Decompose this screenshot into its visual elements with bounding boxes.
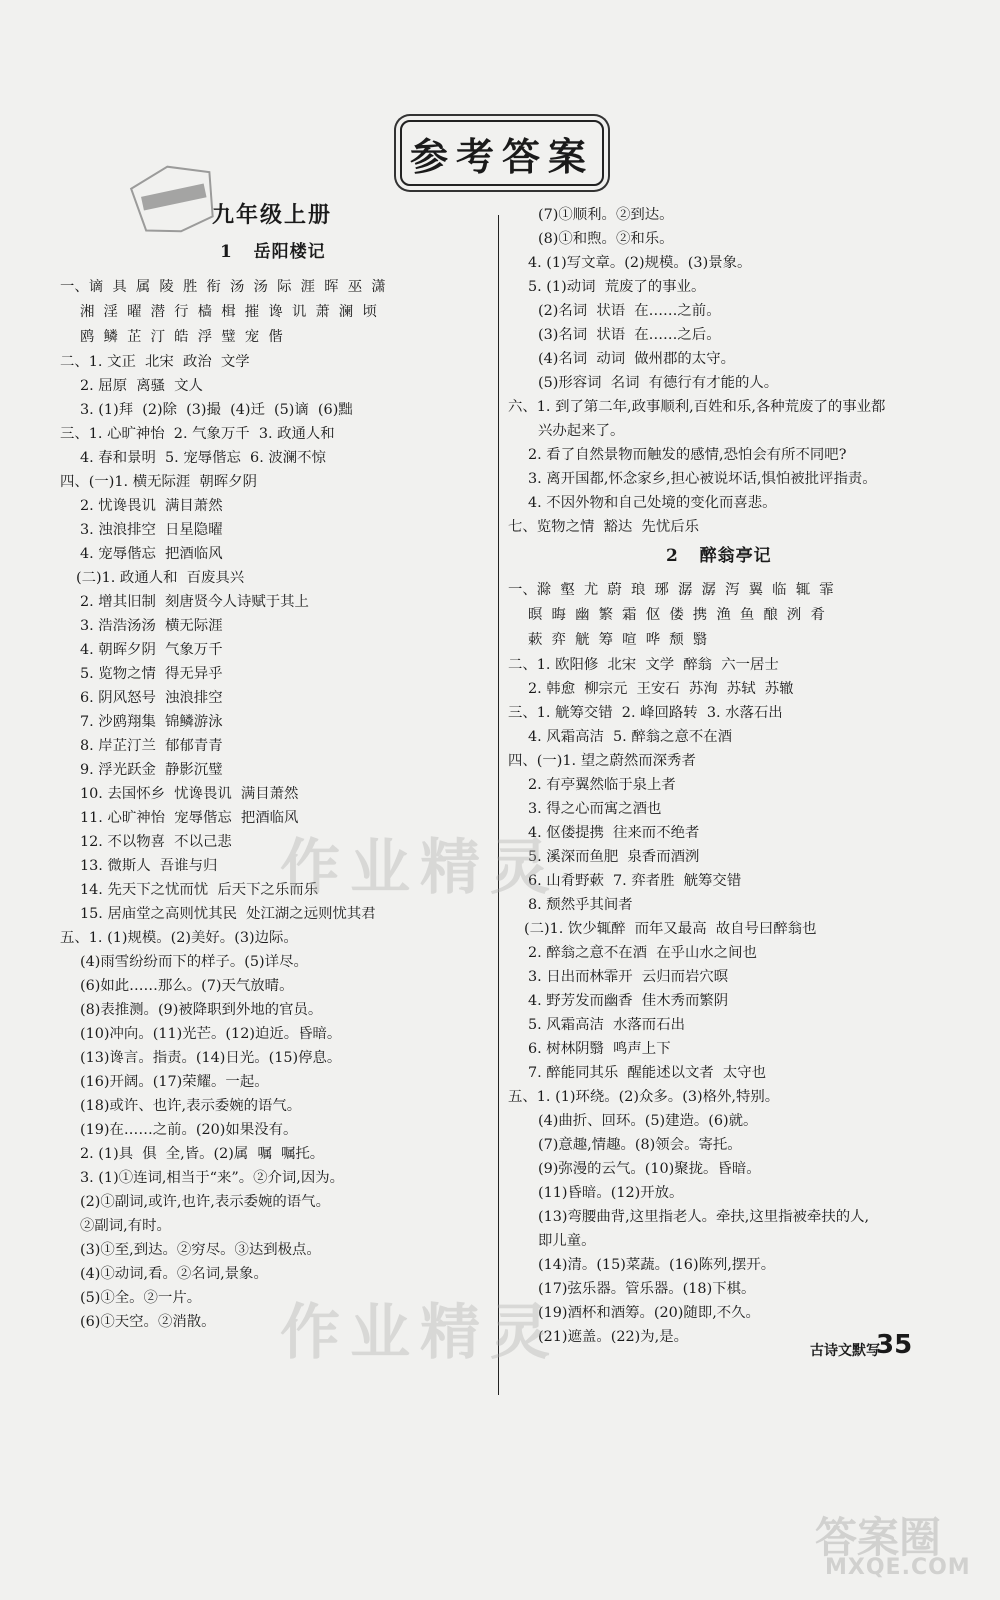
answer-line: 四、(一)1. 望之蔚然而深秀者 bbox=[508, 753, 696, 769]
answer-line: (3)①至,到达。②穷尽。③达到极点。 bbox=[80, 1242, 321, 1258]
answer-line: 4. 春和景明 5. 宠辱偕忘 6. 波澜不惊 bbox=[80, 450, 326, 466]
answer-line: 六、1. 到了第二年,政事顺利,百姓和乐,各种荒废了的事业都 bbox=[508, 399, 886, 415]
answer-line: 一、滁 壑 尤 蔚 琅 琊 潺 潺 泻 翼 临 辄 霏 bbox=[508, 582, 834, 598]
answer-line: 3. 得之心而寓之酒也 bbox=[528, 801, 662, 817]
answer-line: 暝 晦 幽 繁 霜 伛 偻 携 渔 鱼 酿 洌 肴 bbox=[528, 607, 825, 623]
answer-line: (4)曲折、回环。(5)建造。(6)就。 bbox=[538, 1113, 758, 1129]
answer-line: 6. 树林阴翳 鸣声上下 bbox=[528, 1041, 671, 1057]
answer-line: (6)①天空。②消散。 bbox=[80, 1314, 216, 1330]
answer-line: 11. 心旷神怡 宠辱偕忘 把酒临风 bbox=[80, 810, 299, 826]
answer-line: (19)酒杯和酒筹。(20)随即,不久。 bbox=[538, 1305, 760, 1321]
answer-line: (7)意趣,情趣。(8)领会。寄托。 bbox=[538, 1137, 742, 1153]
answer-line: (8)①和煦。②和乐。 bbox=[538, 231, 674, 247]
answer-line: 2. 有亭翼然临于泉上者 bbox=[528, 777, 676, 793]
answer-line: 4. 野芳发而幽香 佳木秀而繁阴 bbox=[528, 993, 729, 1009]
footer-section-label: 古诗文默写 bbox=[810, 1343, 880, 1359]
answer-line: 三、1. 觥筹交错 2. 峰回路转 3. 水落石出 bbox=[508, 705, 783, 721]
answer-line: (二)1. 政通人和 百废具兴 bbox=[76, 570, 245, 586]
brand-watermark bbox=[815, 1505, 975, 1595]
answer-line: 3. 日出而林霏开 云归而岩穴暝 bbox=[528, 969, 729, 985]
column-divider bbox=[498, 215, 499, 1395]
answer-line: (11)昏暗。(12)开放。 bbox=[538, 1185, 684, 1201]
answer-line: 七、览物之情 豁达 先忧后乐 bbox=[508, 519, 699, 535]
answer-line: 3. (1)拜 (2)除 (3)撮 (4)迁 (5)谪 (6)黜 bbox=[80, 402, 353, 418]
answer-line: 8. 颓然乎其间者 bbox=[528, 897, 633, 913]
answer-line: (6)如此……那么。(7)天气放晴。 bbox=[80, 978, 294, 994]
brand-url: MXQE.COM bbox=[825, 1555, 971, 1580]
answer-line: 2. 忧谗畏讥 满目萧然 bbox=[80, 498, 223, 514]
answer-line: 3. 浊浪排空 日星隐曜 bbox=[80, 522, 223, 538]
answer-line: 13. 微斯人 吾谁与归 bbox=[80, 858, 218, 874]
answer-line: (14)清。(15)菜蔬。(16)陈列,摆开。 bbox=[538, 1257, 776, 1273]
answer-line: 6. 阴风怒号 浊浪排空 bbox=[80, 690, 223, 706]
answer-line: 15. 居庙堂之高则忧其民 处江湖之远则忧其君 bbox=[80, 906, 376, 922]
answer-line: (13)谗言。指责。(14)日光。(15)停息。 bbox=[80, 1050, 342, 1066]
answer-line: (二)1. 饮少辄醉 而年又最高 故自号曰醉翁也 bbox=[524, 921, 817, 937]
answer-line: 2. 韩愈 柳宗元 王安石 苏洵 苏轼 苏辙 bbox=[528, 681, 794, 697]
answer-line: (17)弦乐器。管乐器。(18)下棋。 bbox=[538, 1281, 756, 1297]
answer-line: 12. 不以物喜 不以己悲 bbox=[80, 834, 232, 850]
answer-line: 4. (1)写文章。(2)规模。(3)景象。 bbox=[528, 255, 752, 271]
answer-line: 8. 岸芷汀兰 郁郁青青 bbox=[80, 738, 223, 754]
answer-line: (7)①顺利。②到达。 bbox=[538, 207, 674, 223]
answer-line: 3. (1)①连词,相当于“来”。②介词,因为。 bbox=[80, 1170, 345, 1186]
answer-line: 3. 浩浩汤汤 横无际涯 bbox=[80, 618, 223, 634]
answer-line: 4. 不因外物和自己处境的变化而喜悲。 bbox=[528, 495, 777, 511]
answer-line: 蔌 弈 觥 筹 喧 哗 颓 翳 bbox=[528, 632, 708, 648]
answer-line: (4)名词 动词 做州郡的太守。 bbox=[538, 351, 735, 367]
answer-line: 四、(一)1. 横无际涯 朝晖夕阴 bbox=[60, 474, 257, 490]
answer-line: (3)名词 状语 在……之后。 bbox=[538, 327, 721, 343]
answer-line: (2)①副词,或许,也许,表示委婉的语气。 bbox=[80, 1194, 330, 1210]
answer-line: 5. 溪深而鱼肥 泉香而酒洌 bbox=[528, 849, 700, 865]
answer-line: 湘 淫 曜 潜 行 樯 楫 摧 谗 讥 萧 澜 顷 bbox=[80, 304, 377, 320]
answer-line: 5. 览物之情 得无异乎 bbox=[80, 666, 223, 682]
lesson-heading: 2 醉翁亭记 bbox=[666, 546, 772, 566]
answer-line: 一、谪 具 属 陵 胜 衔 汤 汤 际 涯 晖 巫 潇 bbox=[60, 279, 386, 295]
answer-line: (10)冲向。(11)光芒。(12)迫近。昏暗。 bbox=[80, 1026, 342, 1042]
answer-line: 4. 伛偻提携 往来而不绝者 bbox=[528, 825, 700, 841]
answer-line: (5)①全。②一片。 bbox=[80, 1290, 202, 1306]
answer-line: (9)弥漫的云气。(10)聚拢。昏暗。 bbox=[538, 1161, 761, 1177]
lesson-heading: 1 岳阳楼记 bbox=[220, 242, 326, 262]
watermark-text: 作业精灵 bbox=[280, 833, 560, 903]
answer-line: 二、1. 文正 北宋 政治 文学 bbox=[60, 354, 250, 370]
answer-line: 兴办起来了。 bbox=[538, 423, 625, 439]
grade-heading: 九年级上册 bbox=[212, 202, 333, 228]
answer-line: (4)①动词,看。②名词,景象。 bbox=[80, 1266, 268, 1282]
answer-line: 三、1. 心旷神怡 2. 气象万千 3. 政通人和 bbox=[60, 426, 335, 442]
answer-line: 二、1. 欧阳修 北宋 文学 醉翁 六一居士 bbox=[508, 657, 779, 673]
stamp-logo bbox=[121, 151, 227, 244]
answer-line: 鸥 鳞 芷 汀 皓 浮 璧 宠 偕 bbox=[80, 329, 283, 345]
answer-line: 9. 浮光跃金 静影沉璧 bbox=[80, 762, 223, 778]
answer-line: 5. (1)动词 荒废了的事业。 bbox=[528, 279, 706, 295]
answer-line: (2)名词 状语 在……之前。 bbox=[538, 303, 721, 319]
answer-line: 7. 醉能同其乐 醒能述以文者 太守也 bbox=[528, 1065, 767, 1081]
page-title: 参考答案 bbox=[400, 120, 604, 186]
answer-line: 2. 醉翁之意不在酒 在乎山水之间也 bbox=[528, 945, 757, 961]
answer-line: (8)表推测。(9)被降职到外地的官员。 bbox=[80, 1002, 323, 1018]
answer-line: 2. (1)具 俱 全,皆。(2)属 嘱 嘱托。 bbox=[80, 1146, 325, 1162]
answer-line: ②副词,有时。 bbox=[80, 1218, 171, 1234]
answer-line: 3. 离开国都,怀念家乡,担心被说坏话,惧怕被批评指责。 bbox=[528, 471, 877, 487]
answer-line: 7. 沙鸥翔集 锦鳞游泳 bbox=[80, 714, 223, 730]
answer-line: 2. 屈原 离骚 文人 bbox=[80, 378, 203, 394]
answer-line: 五、1. (1)环绕。(2)众多。(3)格外,特别。 bbox=[508, 1089, 780, 1105]
page-number: 35 bbox=[876, 1330, 913, 1360]
answer-line: 10. 去国怀乡 忧谗畏讥 满目萧然 bbox=[80, 786, 299, 802]
answer-line: 4. 朝晖夕阴 气象万千 bbox=[80, 642, 223, 658]
answer-line: 2. 看了自然景物而触发的感情,恐怕会有所不同吧? bbox=[528, 447, 847, 463]
answer-line: 5. 风霜高洁 水落而石出 bbox=[528, 1017, 685, 1033]
answer-line: (13)弯腰曲背,这里指老人。牵扶,这里指被牵扶的人, bbox=[538, 1209, 870, 1225]
answer-line: 14. 先天下之忧而忧 后天下之乐而乐 bbox=[80, 882, 319, 898]
answer-line: (21)遮盖。(22)为,是。 bbox=[538, 1329, 688, 1345]
answer-line: (19)在……之前。(20)如果没有。 bbox=[80, 1122, 298, 1138]
answer-line: (16)开阔。(17)荣耀。一起。 bbox=[80, 1074, 269, 1090]
answer-line: 4. 风霜高洁 5. 醉翁之意不在酒 bbox=[528, 729, 733, 745]
brand-name: 答案圈 bbox=[815, 1513, 942, 1562]
answer-line: 6. 山肴野蔌 7. 弈者胜 觥筹交错 bbox=[528, 873, 742, 889]
answer-line: (5)形容词 名词 有德行有才能的人。 bbox=[538, 375, 779, 391]
answer-line: 2. 增其旧制 刻唐贤今人诗赋于其上 bbox=[80, 594, 309, 610]
watermark-text: 作业精灵 bbox=[280, 1298, 560, 1368]
answer-line: 即儿童。 bbox=[538, 1233, 596, 1249]
answer-line: (18)或许、也许,表示委婉的语气。 bbox=[80, 1098, 302, 1114]
answer-line: (4)雨雪纷纷而下的样子。(5)详尽。 bbox=[80, 954, 308, 970]
answer-line: 4. 宠辱偕忘 把酒临风 bbox=[80, 546, 223, 562]
answer-line: 五、1. (1)规模。(2)美好。(3)边际。 bbox=[60, 930, 298, 946]
